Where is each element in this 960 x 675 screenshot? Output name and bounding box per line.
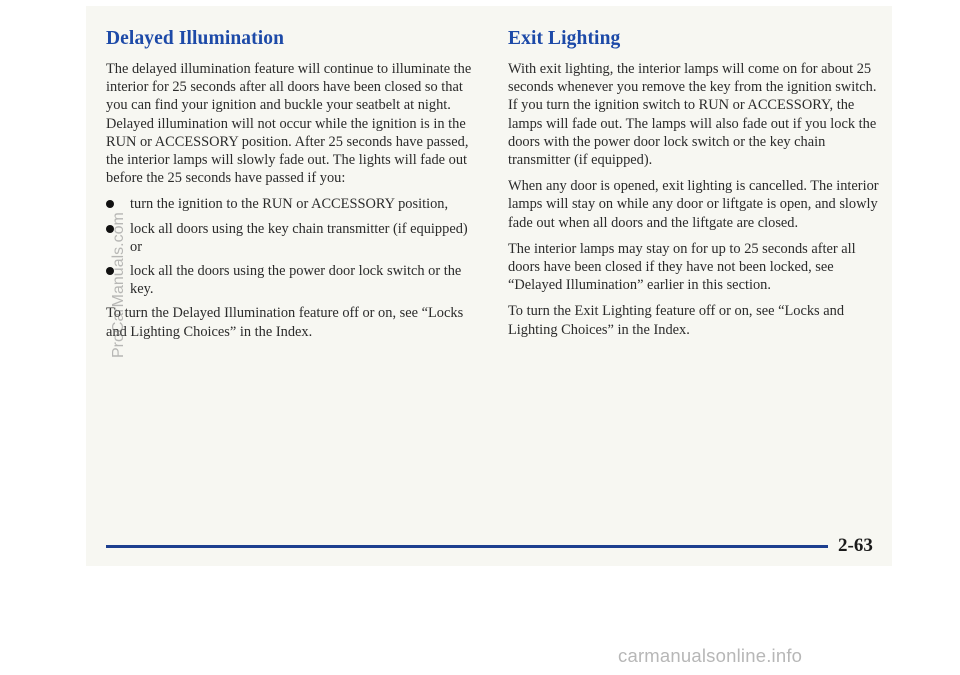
section-heading-delayed-illumination: Delayed Illumination [106, 28, 285, 49]
right-column [508, 28, 880, 347]
list-item: lock all doors using the key chain transmitter (if equipped) or [106, 220, 476, 256]
exit-lighting-paragraph: With exit lighting, the interior lamps will come on for about 25 seconds whenever you remove the key from the ignition switch. If you turn the ignition switch to RUN or ACCESSORY, the lamps will fade out. The lamps will also fade out if you lock the doors with the power door lock switch or the key chain transmitter (if equipped). [508, 61, 877, 169]
left-column [106, 28, 476, 349]
page-number: 2-63 [838, 535, 873, 556]
condition-list [106, 195, 476, 298]
exit-lighting-paragraph: The interior lamps may stay on for up to 25 seconds after all doors have been closed if they have not been locked, see “Delayed Illumination” earlier in this section. [508, 240, 856, 294]
delayed-illumination-intro: The delayed illumination feature will continue to illuminate the interior for 25 seconds after all doors have been closed so that you can find your ignition and buckle your seatbelt at night. Delayed illumination will not occur while the ignition is in the RUN or ACCESSORY position. After 25 seconds have passed, the interior lamps will slowly fade out. The lights will fade out before the 25 seconds have passed if you: [106, 61, 472, 187]
section-heading-exit-lighting: Exit Lighting [508, 28, 621, 49]
footer-rule [106, 545, 828, 548]
watermark-text: ProCarManuals.com [110, 212, 127, 358]
list-item: turn the ignition to the RUN or ACCESSORY position, [106, 195, 476, 213]
vertical-watermark [110, 130, 128, 360]
list-item: lock all the doors using the power door lock switch or the key. [106, 262, 476, 298]
exit-lighting-paragraph: When any door is opened, exit lighting is cancelled. The interior lamps will stay on while any door or liftgate is open, and slowly fade out when all doors and the liftgate are closed. [508, 178, 879, 231]
delayed-illumination-closing: To turn the Delayed Illumination feature off or on, see “Locks and Lighting Choices” in the Index. [106, 305, 464, 340]
footer-watermark: carmanualsonline.info [618, 645, 803, 666]
exit-lighting-paragraph: To turn the Exit Lighting feature off or on, see “Locks and Lighting Choices” in the Index. [508, 303, 845, 338]
